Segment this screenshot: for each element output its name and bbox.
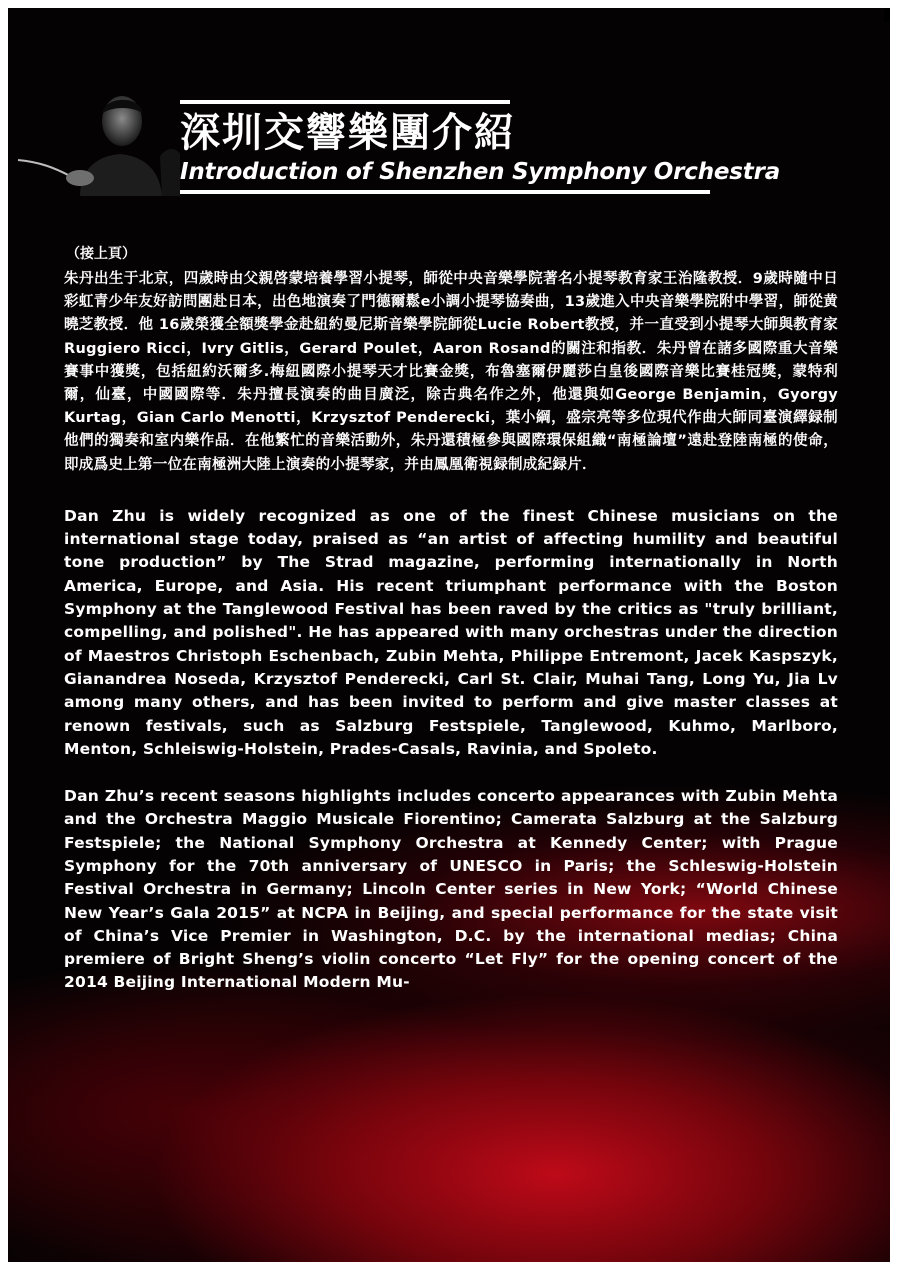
body-text: [64, 244, 838, 995]
conductor-photo: [10, 76, 180, 196]
paragraph-cn: 朱丹出生于北京，四歲時由父親啓蒙培養學習小提琴，師從中央音樂學院著名小提琴教育家王治隆教授．9歲時隨中日彩虹青少年友好訪問團赴日本，出色地演奏了門德爾鬆e小調小提琴協奏曲，13歲進入中央音樂學院附中學習，師從黄曉芝教授．他 16歲榮獲全額獎學金赴紐約曼尼斯音樂學院師從Lucie Robert教授，并一直受到小提琴大師與教育家Ruggiero Ricci，Ivry Gitlis，Gerard Poulet，Aaron Rosand的關注和指教．朱丹曾在諸多國際重大音樂賽事中獲獎，包括紐約沃爾多.梅紐國際小提琴天才比賽金獎，布魯塞爾伊麗莎白皇後國際音樂比賽桂冠獎，蒙特利爾，仙臺，中國國際等．朱丹擅長演奏的曲目廣泛，除古典名作之外，他還與如George Benjamin，Gyorgy Kurtag，Gian Carlo Menotti，Krzysztof Penderecki，葉小綱，盛宗亮等多位現代作曲大師同臺演繹録制他們的獨奏和室内樂作品．在他繁忙的音樂活動外，朱丹還積極參與國際環保組織“南極論壇”遠赴登陸南極的使命，即成爲史上第一位在南極洲大陸上演奏的小提琴家，并由鳳凰衛視録制成紀録片．: [64, 271, 838, 473]
continued-label: （接上頁）: [66, 246, 136, 262]
corner-mark: [884, 8, 890, 22]
brochure-page: [8, 8, 890, 1262]
paragraph-en-2: Dan Zhu’s recent seasons highlights includes concerto appearances with Zubin Mehta and the Orchestra Maggio Musicale Fiorentino; Camerata Salzburg at the Salzburg Festspiele; the National Symphony Orchestra at Kennedy Center; with Prague Symphony for the 70th anniversary of UNESCO in Paris; the Schleswig-Holstein Festival Orchestra in Germany; Lincoln Center series in New York; “World Chinese New Year’s Gala 2015” at NCPA in Beijing, and special performance for the state visit of China’s Vice Premier in Washington, D.C. by the international medias; China premiere of Bright Sheng’s violin concerto “Let Fly” for the opening concert of the 2014 Beijing International Modern Mu-: [64, 787, 838, 992]
page-title-cn: 深圳交響樂團介紹: [180, 110, 516, 156]
page-title-en: Introduction of Shenzhen Symphony Orchestra: [180, 159, 781, 185]
header: [180, 100, 781, 194]
header-rule-bottom: [180, 190, 710, 194]
header-rule-top: [180, 100, 510, 104]
paragraph-en-1: Dan Zhu is widely recognized as one of the finest Chinese musicians on the international stage today, praised as “an artist of affecting humility and beautiful tone production” by The Strad magazine, performing internationally in North America, Europe, and Asia. His recent triumphant performance with the Boston Symphony at the Tanglewood Festival has been raved by the critics as "truly brilliant, compelling, and polished". He has appeared with many orchestras under the direction of Maestros Christoph Eschenbach, Zubin Mehta, Philippe Entremont, Jacek Kaspszyk, Gianandrea Noseda, Krzysztof Penderecki, Carl St. Clair, Muhai Tang, Long Yu, Jia Lv among many others, and has been invited to perform and give master classes at renown festivals, such as Salzburg Festspiele, Tanglewood, Kuhmo, Marlboro, Menton, Schleiswig-Holstein, Prades-Casals, Ravinia, and Spoleto.: [64, 506, 838, 758]
